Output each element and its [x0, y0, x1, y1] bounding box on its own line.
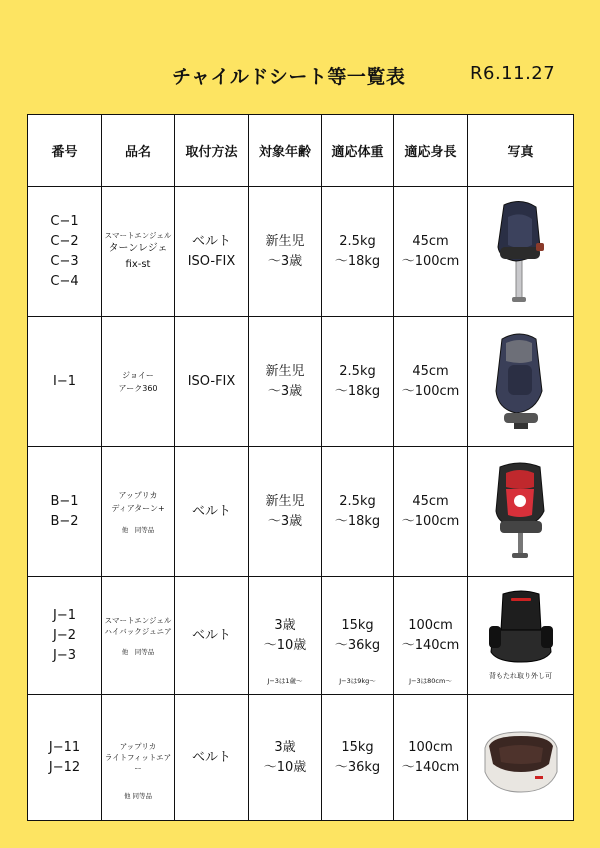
weight-value: 2.5kg — [339, 363, 376, 379]
weight-value: 〜18kg — [334, 253, 381, 269]
height-value: 100cm — [408, 617, 453, 633]
age-value: 新生児 — [265, 363, 305, 379]
cell-mount — [175, 695, 249, 821]
cell-mount — [175, 187, 249, 317]
cell-height — [394, 187, 468, 317]
cell-photo — [468, 187, 574, 317]
cell-name — [102, 577, 175, 695]
age-value: 3歳 — [274, 739, 296, 755]
mount-method: ベルト — [191, 233, 231, 249]
cell-photo — [468, 695, 574, 821]
product-name: アップリカ — [119, 742, 157, 751]
booster-cushion-icon — [479, 718, 563, 798]
code: J−3 — [53, 647, 76, 663]
code: J−2 — [53, 627, 76, 643]
cell-height — [394, 577, 468, 695]
page-header — [0, 62, 600, 92]
red-black-rotating-seat-icon — [486, 459, 556, 564]
code: C−2 — [50, 233, 79, 249]
code: J−1 — [53, 607, 76, 623]
col-header-name: 品名 — [102, 115, 175, 187]
cell-age — [249, 317, 322, 447]
product-name: ジョイー — [122, 370, 154, 380]
cell-codes — [28, 577, 102, 695]
cell-weight — [322, 447, 394, 577]
mount-method: ISO-FIX — [187, 373, 236, 389]
cell-photo — [468, 447, 574, 577]
height-note: J−3は80cm〜 — [409, 677, 452, 685]
cell-codes — [28, 447, 102, 577]
col-header-age: 対象年齢 — [249, 115, 322, 187]
age-value: 3歳 — [274, 617, 296, 633]
product-name: fix-st — [125, 259, 151, 270]
cell-weight — [322, 577, 394, 695]
height-value: 100cm — [408, 739, 453, 755]
age-value: 〜10歳 — [263, 759, 307, 775]
weight-value: 〜18kg — [334, 513, 381, 529]
code: B−1 — [50, 493, 79, 509]
rotating-isofix-seat-with-leg-icon — [486, 197, 556, 307]
height-value: 〜140cm — [401, 637, 460, 653]
cell-name — [102, 317, 175, 447]
height-value: 〜100cm — [401, 383, 460, 399]
code: C−1 — [50, 213, 79, 229]
height-value: 45cm — [412, 363, 449, 379]
weight-value: 〜36kg — [334, 637, 381, 653]
mount-method: ベルト — [191, 503, 231, 519]
cell-photo — [468, 317, 574, 447]
mount-method: ベルト — [191, 627, 231, 643]
cell-name — [102, 187, 175, 317]
code: C−4 — [50, 273, 79, 289]
cell-weight — [322, 695, 394, 821]
product-name: ターンレジェ — [108, 243, 168, 254]
product-name: ライトフィットエアー — [104, 753, 172, 773]
age-value: 新生児 — [265, 493, 305, 509]
child-seat-table — [27, 114, 574, 821]
age-value: 〜3歳 — [267, 253, 303, 269]
code: B−2 — [50, 513, 79, 529]
height-value: 〜100cm — [401, 253, 460, 269]
equivalent-note: 他 同等品 — [121, 647, 155, 656]
issue-date: R6.11.27 — [470, 63, 556, 84]
col-header-mount: 取付方法 — [175, 115, 249, 187]
maker-name: スマートエンジェル — [104, 231, 172, 240]
product-name: ディアターン+ — [111, 503, 165, 513]
cell-name — [102, 447, 175, 577]
table-row — [28, 577, 574, 695]
mount-method: ISO-FIX — [187, 253, 236, 269]
product-name: ハイバックジュニア — [104, 626, 172, 636]
cell-weight — [322, 187, 394, 317]
weight-value: 〜18kg — [334, 383, 381, 399]
cell-name — [102, 695, 175, 821]
cell-age — [249, 577, 322, 695]
cell-mount — [175, 447, 249, 577]
col-header-weight: 適応体重 — [322, 115, 394, 187]
weight-value: 2.5kg — [339, 493, 376, 509]
age-value: 〜3歳 — [267, 513, 303, 529]
col-header-height: 適応身長 — [394, 115, 468, 187]
cell-codes — [28, 317, 102, 447]
photo-note: 背もたれ取り外し可 — [489, 672, 552, 680]
black-highback-booster-icon — [485, 590, 557, 670]
age-value: 〜10歳 — [263, 637, 307, 653]
age-value: 新生児 — [265, 233, 305, 249]
col-header-photo: 写真 — [468, 115, 574, 187]
cell-codes — [28, 187, 102, 317]
equivalent-note: 他 同等品 — [121, 525, 155, 534]
table-row — [28, 187, 574, 317]
product-name: アップリカ — [118, 490, 158, 500]
table-row — [28, 317, 574, 447]
code: I−1 — [53, 373, 76, 389]
page-title: チャイルドシート等一覧表 — [172, 66, 406, 88]
weight-value: 15kg — [341, 617, 374, 633]
weight-note: J−3は9kg〜 — [339, 677, 376, 685]
cell-age — [249, 695, 322, 821]
cell-mount — [175, 317, 249, 447]
code: C−3 — [50, 253, 79, 269]
table-row — [28, 695, 574, 821]
weight-value: 15kg — [341, 739, 374, 755]
weight-value: 〜36kg — [334, 759, 381, 775]
cell-weight — [322, 317, 394, 447]
mount-method: ベルト — [191, 749, 231, 765]
age-value: 〜3歳 — [267, 383, 303, 399]
cell-age — [249, 187, 322, 317]
cell-height — [394, 695, 468, 821]
code: J−11 — [48, 739, 81, 755]
col-header-number: 番号 — [28, 115, 102, 187]
height-value: 45cm — [412, 233, 449, 249]
cell-height — [394, 447, 468, 577]
age-note: J−3は1歳〜 — [267, 677, 303, 685]
cell-height — [394, 317, 468, 447]
table-row — [28, 447, 574, 577]
height-value: 〜100cm — [401, 513, 460, 529]
height-value: 〜140cm — [401, 759, 460, 775]
equivalent-note: 他 同等品 — [123, 792, 153, 800]
cell-photo — [468, 577, 574, 695]
weight-value: 2.5kg — [339, 233, 376, 249]
cell-age — [249, 447, 322, 577]
product-name: スマートエンジェル — [104, 615, 172, 625]
navy-isofix-seat-icon — [486, 329, 556, 434]
product-name: アーク360 — [118, 383, 158, 393]
code: J−12 — [48, 759, 81, 775]
height-value: 45cm — [412, 493, 449, 509]
cell-codes — [28, 695, 102, 821]
table-header-row — [28, 115, 574, 187]
cell-mount — [175, 577, 249, 695]
